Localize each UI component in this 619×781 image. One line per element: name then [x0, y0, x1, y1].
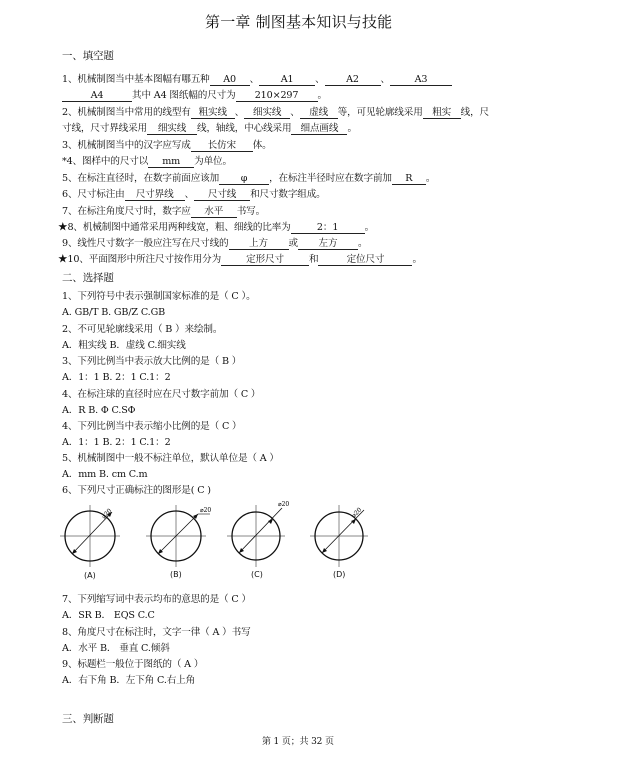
- choice-options-2: A．粗实线 B．虚线 C.细实线: [62, 340, 186, 351]
- choice-question-8: 7、下列缩写词中表示均布的意思的是（ C ）: [62, 594, 251, 605]
- choice-question-4: 4、在标注球的直径时应在尺寸数字前加（ C ）: [62, 389, 261, 400]
- question-text: ★10、平面图形中所注尺寸按作用分为: [58, 254, 222, 265]
- section-heading-choice: 二、选择题: [62, 272, 114, 284]
- question-text: 和: [309, 254, 319, 265]
- answer-blank: 尺寸界线: [125, 189, 185, 201]
- answer-blank: 2：1: [291, 222, 365, 234]
- answer-blank: 上方: [229, 238, 289, 250]
- question-text: 等，可见轮廓线采用: [337, 107, 423, 118]
- question-text: 或: [288, 238, 298, 249]
- figure-a: [60, 505, 120, 567]
- answer-blank: A0: [210, 74, 250, 86]
- figure-b-dim-text: ⌀20: [200, 507, 212, 514]
- question-text: 。: [357, 238, 368, 249]
- question-text: 7、在标注角度尺寸时，数字应: [62, 206, 191, 217]
- question-text: 。: [317, 90, 327, 101]
- choice-question-9: 8、角度尺寸在标注时，文字一律（ A ）书写: [62, 627, 251, 638]
- figure-b: [146, 505, 211, 567]
- choice-question-7: 6、下列尺寸正确标注的图形是( C ): [62, 485, 211, 496]
- figure-label-a: (A): [84, 571, 96, 580]
- question-text: 5、在标注直径时，在数字前面应该加: [62, 173, 220, 184]
- question-text: 和尺寸数字组成。: [250, 189, 326, 200]
- answer-blank: 细点画线: [291, 123, 347, 135]
- question-text: 6、尺寸标注由: [62, 189, 125, 200]
- question-text: 、: [184, 189, 195, 200]
- figure-c-dim-text: ⌀20: [278, 501, 290, 508]
- question-text: 其中 A4 图纸幅的尺寸为: [132, 90, 236, 101]
- answer-blank: 尺寸线: [194, 189, 250, 201]
- answer-blank: 水平: [191, 206, 237, 218]
- question-4: [62, 155, 232, 168]
- answer-blank: A3: [390, 74, 452, 86]
- question-9: [62, 237, 367, 250]
- question-text: 线，轴线，中心线采用: [197, 123, 292, 134]
- choice-options-8: A．SR B． EQS C.C: [62, 610, 155, 621]
- answer-blank: 定位尺寸: [318, 254, 412, 266]
- question-8: [58, 221, 374, 234]
- question-2-line-2: [62, 122, 357, 135]
- question-text: 体。: [252, 140, 272, 151]
- dimension-figures: [60, 500, 400, 586]
- choice-options-1: A. GB/T B. GB/Z C.GB: [62, 307, 165, 318]
- page-number: 第 1 页；共 32 页: [262, 737, 334, 747]
- answer-blank: 虚线: [300, 107, 338, 119]
- answer-blank: 粗实线: [191, 107, 235, 119]
- figure-d: [310, 505, 368, 567]
- question-text: 。: [347, 123, 357, 134]
- question-10: [58, 253, 422, 266]
- figure-label-c: (C): [251, 570, 263, 579]
- question-1-line-2: [62, 89, 327, 102]
- section-heading-judgement: 三、判断题: [62, 713, 114, 725]
- question-7: [62, 205, 265, 218]
- choice-question-6: 5、机械制图中一般不标注单位，默认单位是（ A ）: [62, 453, 279, 464]
- question-2-line-1: 2、机械制图当中常用的线型有 粗实线 、 细实线 、 虚线 等，可见轮廓线采用 粗实 线，尺: [62, 107, 489, 118]
- question-text: ，在标注半径时应在数字前加: [269, 173, 392, 184]
- question-text: 书写。: [236, 206, 266, 217]
- answer-blank: A1: [259, 74, 315, 86]
- question-text: 。: [425, 173, 436, 184]
- question-5: [62, 172, 435, 185]
- figure-d-dim-text: ⌀20: [350, 506, 364, 520]
- choice-question-1: 1、下列符号中表示强制国家标准的是（ C ）。: [62, 291, 256, 302]
- question-text: 1、机械制图当中基本图幅有哪五种: [62, 74, 210, 85]
- question-text: 3、机械制图当中的汉字应写成: [62, 140, 191, 151]
- answer-blank: A2: [325, 74, 381, 86]
- question-text: *4、图样中的尺寸以: [62, 156, 149, 167]
- question-text: 寸线，尺寸界线采用: [62, 123, 147, 134]
- answer-blank: A4: [62, 90, 132, 102]
- answer-blank: 细实线: [147, 123, 197, 135]
- question-text: 。: [364, 222, 375, 233]
- question-text: ★8、机械制图中通常采用两种线宽，粗、细线的比率为: [58, 222, 291, 233]
- choice-question-10: 9、标题栏一般位于图纸的（ A ）: [62, 659, 204, 670]
- answer-blank: 左方: [298, 238, 358, 250]
- figure-c: [227, 501, 289, 567]
- choice-options-4: A．R B. Φ C.SΦ: [62, 405, 136, 416]
- choice-question-2: 2、不可见轮廓线采用（ B ）来绘制。: [62, 324, 223, 335]
- figure-label-b: (B): [170, 570, 182, 579]
- question-text: 为单位。: [194, 156, 232, 167]
- figure-label-d: (D): [333, 570, 346, 579]
- answer-blank: 粗实: [423, 107, 461, 119]
- choice-question-5: 4、下列比例当中表示缩小比例的是（ C ）: [62, 421, 242, 432]
- question-text: 2、机械制图当中常用的线型有: [62, 107, 191, 118]
- answer-blank: φ: [219, 173, 269, 185]
- answer-blank: 细实线: [244, 107, 290, 119]
- question-6: [62, 188, 326, 201]
- choice-options-5: A．1：1 B. 2：1 C.1：2: [62, 437, 171, 448]
- answer-blank: R: [392, 173, 426, 185]
- page-title: 第一章 制图基本知识与技能: [205, 13, 393, 31]
- choice-options-10: A．右下角 B．左下角 C.右上角: [62, 675, 196, 686]
- question-1-line-1: 1、机械制图当中基本图幅有哪五种 A0 、 A1 、 A2 、 A3: [62, 73, 452, 86]
- section-heading-fill-blank: 一、填空题: [62, 50, 114, 62]
- choice-question-3: 3、下列比例当中表示放大比例的是（ B ）: [62, 356, 242, 367]
- choice-options-9: A．水平 B． 垂直 C.倾斜: [62, 643, 170, 654]
- question-text: 。: [412, 254, 422, 265]
- question-text: 9、线性尺寸数字一般应注写在尺寸线的: [62, 238, 229, 249]
- answer-blank: mm: [148, 156, 194, 168]
- choice-options-6: A．mm B. cm C.m: [62, 469, 148, 480]
- answer-blank: 定形尺寸: [221, 254, 309, 266]
- answer-blank: 210×297: [236, 90, 318, 102]
- answer-blank: 长仿宋: [191, 140, 253, 152]
- choice-options-3: A．1：1 B. 2：1 C.1：2: [62, 372, 171, 383]
- figure-a-dim-text: ⌀20: [100, 507, 114, 521]
- question-text: 线，尺: [460, 107, 489, 118]
- question-3: [62, 139, 272, 152]
